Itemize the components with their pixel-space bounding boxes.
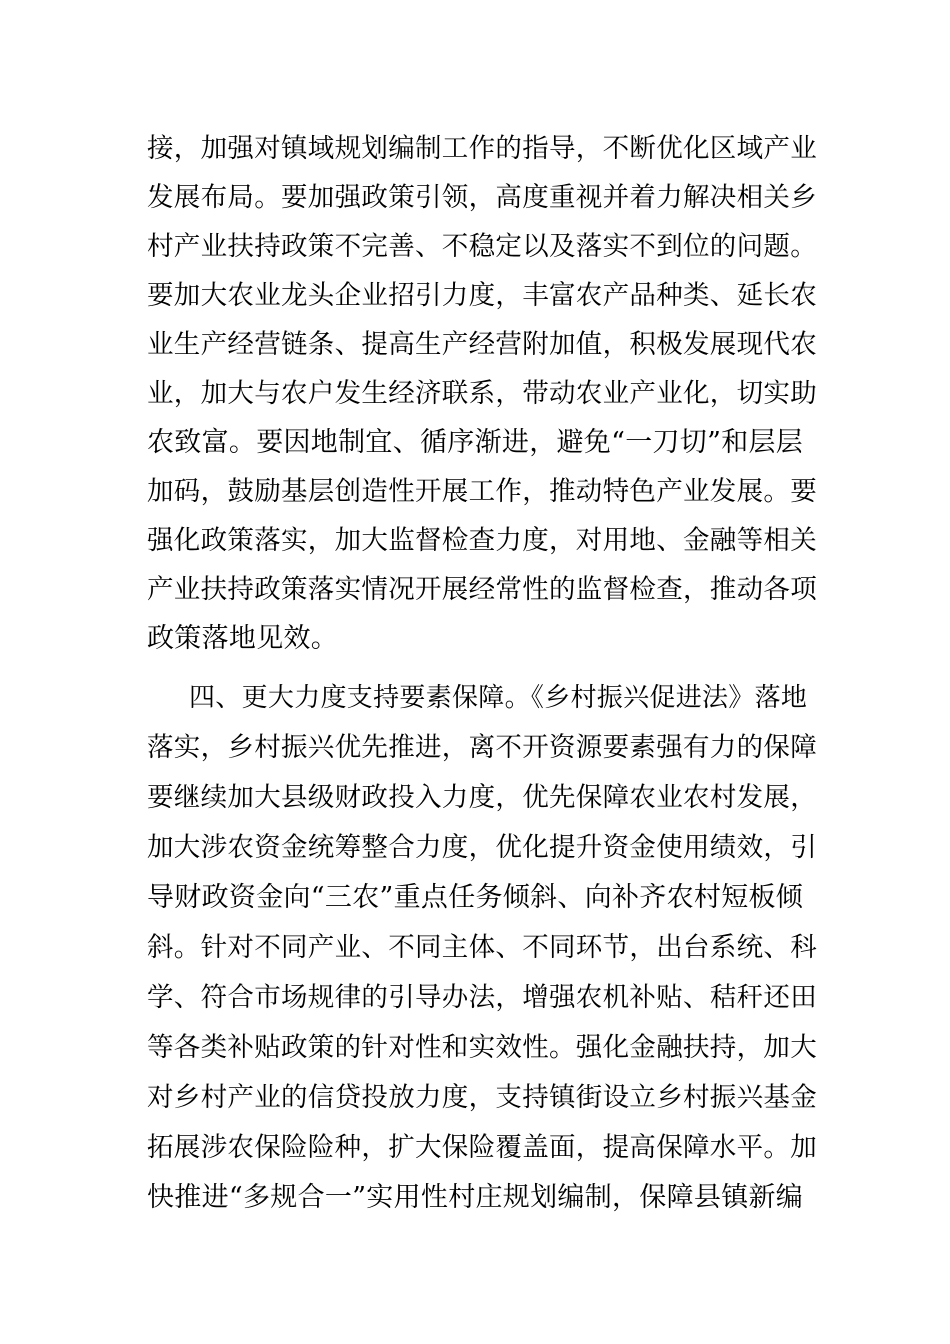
text-line: 四、更大力度支持要素保障。《乡村振兴促进法》落地 [189,683,808,713]
text-line: 要继续加大县级财政投入力度，优先保障农业农村发展， [147,782,817,813]
text-line: 农致富。要因地制宜、循序渐进，避免“一刀切”和层层 [147,427,804,458]
paragraph-1 [147,129,817,669]
text-line: 业生产经营链条、提高生产经营附加值，积极发展现代农 [147,329,817,360]
text-line: 加大涉农资金统筹整合力度，优化提升资金使用绩效，引 [147,832,817,863]
text-line: 要加大农业龙头企业招引力度，丰富农产品种类、延长农 [147,280,817,311]
text-line: 政策落地见效。 [147,623,339,654]
text-line: 强化政策落实，加大监督检查力度，对用地、金融等相关 [147,525,817,556]
text-line: 等各类补贴政策的针对性和实效性。强化金融扶持，加大 [147,1032,817,1063]
text-line: 对乡村产业的信贷投放力度，支持镇街设立乡村振兴基金 [147,1082,817,1113]
paragraph-2 [147,678,817,1238]
text-line: 接，加强对镇域规划编制工作的指导，不断优化区域产业 [147,133,817,164]
text-line: 落实，乡村振兴优先推进，离不开资源要素强有力的保障 [147,732,817,763]
text-line: 导财政资金向“三农”重点任务倾斜、向补齐农村短板倾 [147,882,804,913]
text-line: 斜。针对不同产业、不同主体、不同环节，出台系统、科 [147,932,817,963]
text-line: 加码，鼓励基层创造性开展工作，推动特色产业发展。要 [147,476,817,507]
text-line: 发展布局。要加强政策引领，高度重视并着力解决相关乡 [147,182,817,213]
text-line: 快推进“多规合一”实用性村庄规划编制，保障县镇新编 [147,1182,804,1213]
text-line: 产业扶持政策落实情况开展经常性的监督检查，推动各项 [147,574,817,605]
text-line: 村产业扶持政策不完善、不稳定以及落实不到位的问题。 [147,231,817,262]
text-line: 学、符合市场规律的引导办法，增强农机补贴、秸秆还田 [147,982,817,1013]
text-line: 业，加大与农户发生经济联系，带动农业产业化，切实助 [147,378,817,409]
text-line: 拓展涉农保险险种，扩大保险覆盖面，提高保障水平。加 [147,1132,817,1163]
